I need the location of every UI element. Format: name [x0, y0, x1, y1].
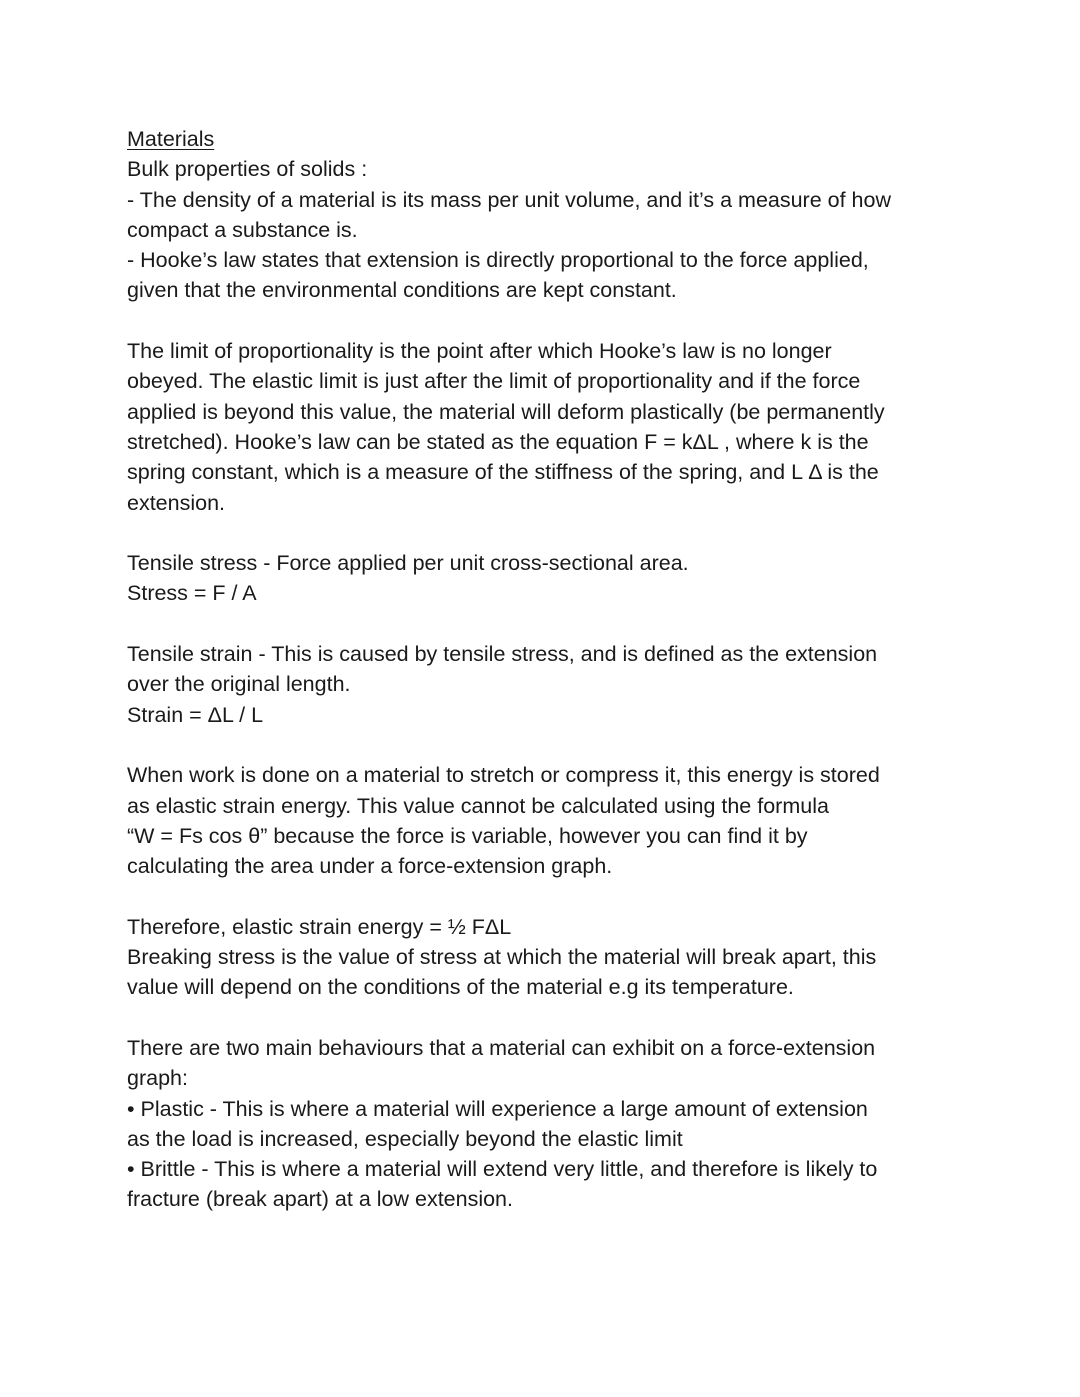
- text-line: obeyed. The elastic limit is just after the limit of proportionality and if the force: [127, 369, 861, 394]
- energy-formula: Therefore, elastic strain energy = ½ FΔL: [127, 914, 512, 939]
- text-line: compact a substance is.: [127, 217, 358, 242]
- text-line: applied is beyond this value, the material will deform plastically (be permanently: [127, 399, 885, 424]
- text-line: - The density of a material is its mass per unit volume, and it’s a measure of how: [127, 187, 891, 212]
- strain-formula: Strain = ΔL / L: [127, 702, 264, 727]
- paragraph-spacer: [127, 518, 957, 548]
- document-title: Materials: [127, 127, 215, 151]
- tensile-stress-paragraph: [127, 548, 957, 609]
- text-line: as elastic strain energy. This value cannot be calculated using the formula: [127, 793, 829, 818]
- paragraph-spacer: [127, 1003, 957, 1033]
- text-line: calculating the area under a force-extension graph.: [127, 854, 613, 879]
- text-line: Breaking stress is the value of stress at which the material will break apart, this: [127, 945, 877, 970]
- paragraph-spacer: [127, 881, 957, 911]
- bulk-properties-section: [127, 154, 957, 305]
- text-line: There are two main behaviours that a material can exhibit on a force-extension: [127, 1035, 876, 1060]
- text-line: Tensile stress - Force applied per unit cross-sectional area.: [127, 551, 689, 576]
- text-line: over the original length.: [127, 672, 351, 697]
- plastic-bullet-item: • Plastic - This is where a material will experience a large amount of extension: [127, 1096, 868, 1121]
- text-line: as the load is increased, especially beyond the elastic limit: [127, 1126, 683, 1151]
- text-line: - Hooke’s law states that extension is directly proportional to the force applied,: [127, 248, 869, 273]
- text-line: “W = Fs cos θ” because the force is variable, however you can find it by: [127, 823, 808, 848]
- limit-of-proportionality-paragraph: [127, 336, 957, 518]
- text-line: The limit of proportionality is the point after which Hooke’s law is no longer: [127, 339, 832, 364]
- text-line: graph:: [127, 1066, 188, 1091]
- breaking-stress-paragraph: [127, 912, 957, 1003]
- text-line: given that the environmental conditions are kept constant.: [127, 278, 677, 303]
- brittle-bullet-item: • Brittle - This is where a material will extend very little, and therefore is likely to: [127, 1157, 878, 1182]
- text-line: fracture (break apart) at a low extension.: [127, 1187, 513, 1212]
- text-line: stretched). Hooke’s law can be stated as the equation F = kΔL , where k is the: [127, 429, 869, 454]
- paragraph-spacer: [127, 306, 957, 336]
- bulk-properties-heading: Bulk properties of solids :: [127, 157, 368, 182]
- tensile-strain-paragraph: [127, 639, 957, 730]
- text-line: spring constant, which is a measure of the stiffness of the spring, and L Δ is the: [127, 460, 879, 485]
- text-line: value will depend on the conditions of the material e.g its temperature.: [127, 975, 794, 1000]
- document-page: [127, 124, 957, 1215]
- behaviours-paragraph: [127, 1033, 957, 1215]
- text-line: Tensile strain - This is caused by tensile stress, and is defined as the extension: [127, 642, 878, 667]
- text-line: When work is done on a material to stretch or compress it, this energy is stored: [127, 763, 880, 788]
- paragraph-spacer: [127, 609, 957, 639]
- paragraph-spacer: [127, 730, 957, 760]
- elastic-strain-energy-paragraph: [127, 760, 957, 881]
- stress-formula: Stress = F / A: [127, 581, 257, 606]
- text-line: extension.: [127, 490, 226, 515]
